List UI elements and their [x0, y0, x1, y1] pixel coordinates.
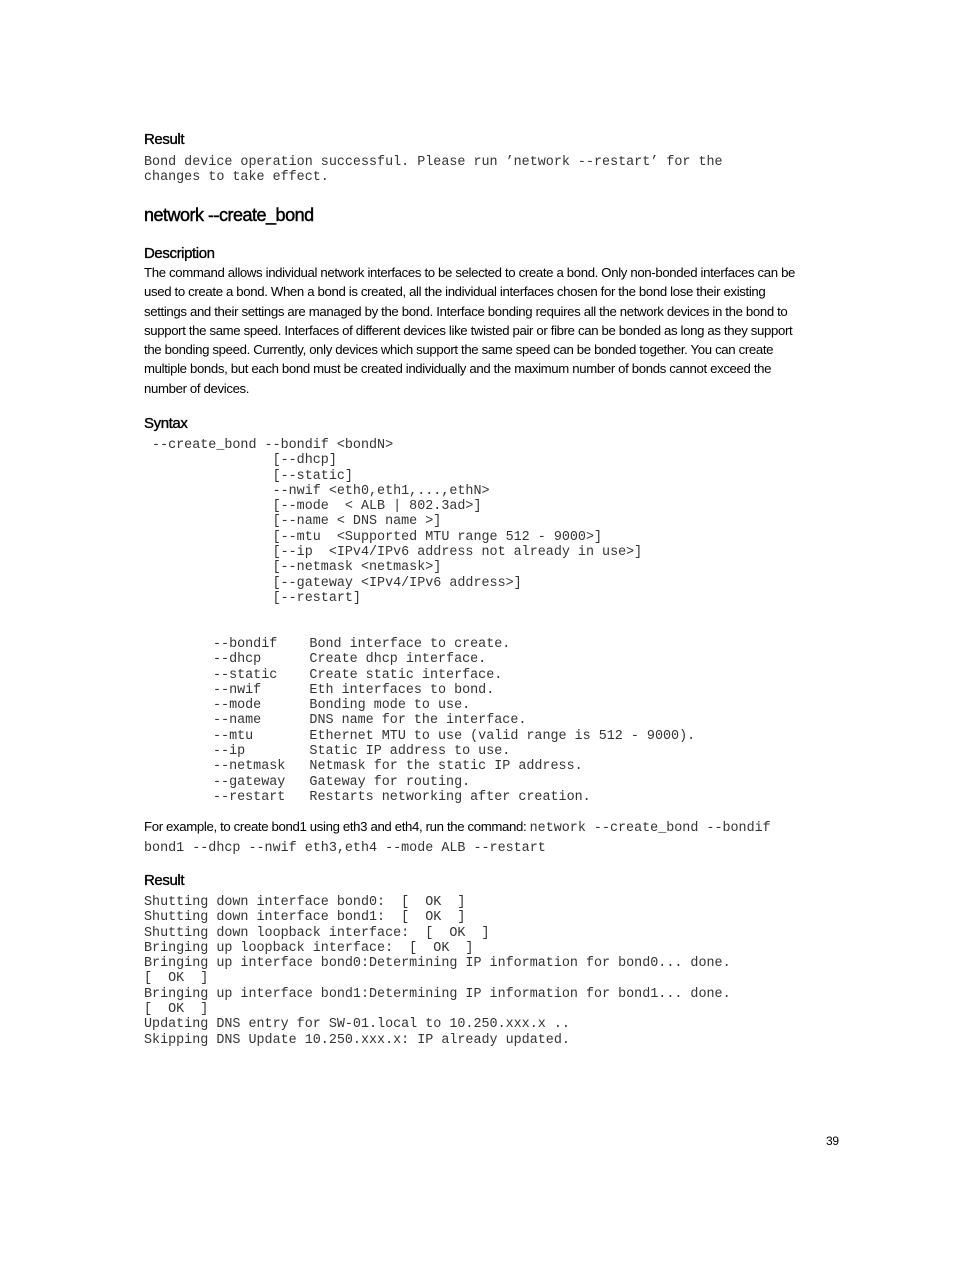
- description-line: support the same speed. Interfaces of different devices like twisted pair or fibre can be bonded as long as they support: [144, 322, 793, 338]
- result-heading: Result: [144, 131, 185, 148]
- page-number: 39: [826, 1134, 839, 1148]
- example-paragraph: [144, 818, 844, 857]
- section-title: network --create_bond: [144, 205, 314, 225]
- result-heading: Result: [144, 872, 185, 889]
- description-heading: Description: [144, 245, 215, 262]
- description-line: settings and their settings are managed by the bond. Interface bonding requires all the network devices in the bond to: [144, 303, 788, 319]
- result-output: Shutting down interface bond0: [ OK ] Shutting down interface bond1: [ OK ] Shutting down loopback interface: [ OK ] Bringing up loopback interface: [ OK ] Bringing up interface bond0:Determining IP information for bond0... done. [ OK ] Bringing up interface bond1:Determining IP information for bond1... done. [ OK ] Updating DNS entry for SW-01.local to 10.250.xxx.x .. Skipping DNS Update 10.250.xxx.x: IP already updated.: [144, 895, 731, 1048]
- syntax-options-table: --bondif Bond interface to create. --dhcp Create dhcp interface. --static Create static interface. --nwif Eth interfaces to bond. --mode Bonding mode to use. --name DNS name for the interface. --mtu Ethernet MTU to use (valid range is 512 - 9000). --ip Static IP address to use. --netmask Netmask for the static IP address. --gateway Gateway for routing. --restart Restarts networking after creation.: [213, 637, 696, 805]
- description-line: The command allows individual network interfaces to be selected to create a bond. Only non-bonded interfaces can be: [144, 265, 796, 280]
- example-command: network --create_bond --bondif: [529, 821, 771, 836]
- example-command-continued: bond1 --dhcp --nwif eth3,eth4 --mode ALB --restart: [144, 840, 546, 856]
- syntax-heading: Syntax: [144, 415, 188, 432]
- syntax-code: --create_bond --bondif <bondN> [--dhcp] [--static] --nwif <eth0,eth1,...,ethN> [--mode < ALB | 802.3ad>] [--name < DNS name >] [--mtu <Supported MTU range 512 - 9000>] [--ip <IPv4/IPv6 address not already in use>] [--netmask <netmask>] [--gateway <IPv4/IPv6 address>] [--restart]: [152, 438, 643, 606]
- description-line: number of devices.: [144, 380, 250, 396]
- result-output: Bond device operation successful. Please run ’network --restart’ for the changes to take effect.: [144, 155, 723, 186]
- description-line: used to create a bond. When a bond is created, all the individual interfaces chosen for the bond lose their existing: [144, 284, 766, 300]
- example-intro: For example, to create bond1 using eth3 and eth4, run the command:: [144, 819, 530, 834]
- description-line: the bonding speed. Currently, only devices which support the same speed can be bonded together. You can create: [144, 342, 774, 358]
- description-line: multiple bonds, but each bond must be created individually and the maximum number of bonds cannot exceed the: [144, 361, 772, 377]
- description-text: [144, 263, 834, 398]
